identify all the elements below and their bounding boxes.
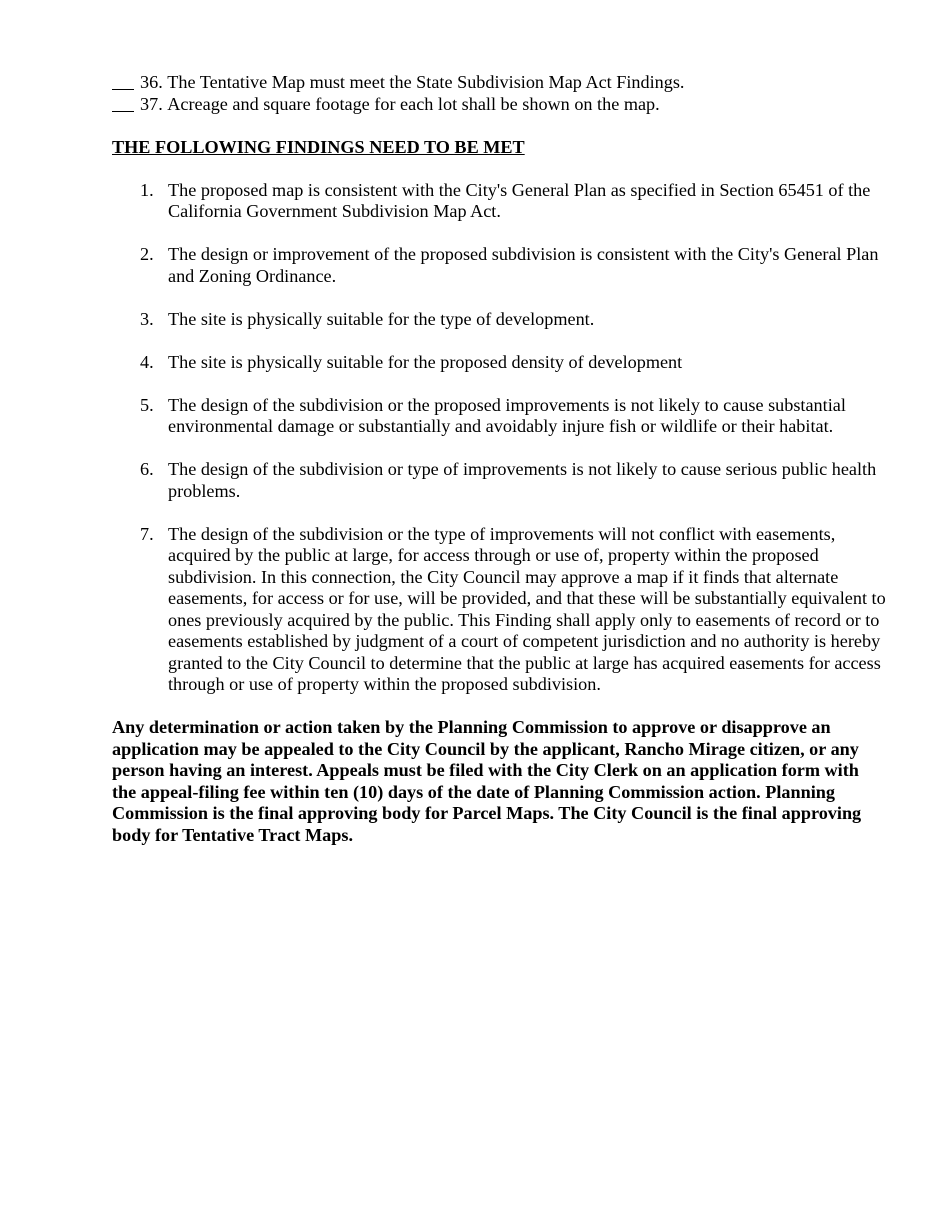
finding-number: 1. [140, 179, 154, 200]
finding-item [112, 459, 902, 502]
finding-number: 6. [140, 459, 154, 479]
checklist-number: 37. [140, 93, 163, 114]
finding-item [112, 352, 902, 374]
checklist-item-36 [112, 72, 902, 94]
finding-number: 7. [140, 523, 154, 544]
finding-text: The site is physically suitable for the proposed density of development [168, 351, 683, 372]
finding-text: The design or improvement of the proposed subdivision is consistent with the City's General Plan and Zoning Ordinance. [168, 244, 879, 286]
checklist-text: The Tentative Map must meet the State Subdivision Map Act Findings. [167, 72, 685, 92]
document-page [112, 72, 902, 846]
finding-item [112, 180, 902, 223]
checklist [112, 72, 902, 115]
finding-number: 2. [140, 244, 154, 264]
finding-item [112, 309, 902, 331]
finding-number: 3. [140, 308, 154, 329]
appeal-notice: Any determination or action taken by the Planning Commission to approve or disapprove an application may be appealed to the City Council by the applicant, Rancho Mirage citizen, or any person having an interest. Appeals must be filed with the City Clerk on an application form with the appeal-filing fee within ten (10) days of the date of Planning Commission action. Planning Commission is the final approving body for Parcel Maps. The City Council is the final approving body for Tentative Tract Maps. [112, 717, 862, 845]
finding-text: The design of the subdivision or the type of improvements will not conflict with easements, acquired by the public at large, for access through or use of, property within the proposed subdivision. In this connection, the City Council may approve a map if it finds that alternate easements, for access or for use, will be provided, and that these will be substantially equivalent to ones previously acquired by the public. This Finding shall apply only to easements of record or to easements established by judgment of a court of competent jurisdiction and no authority is hereby granted to the City Council to determine that the public at large has acquired easements for access through or use of property within the proposed subdivision. [168, 523, 886, 694]
checklist-item-37 [112, 94, 902, 116]
finding-item [112, 244, 902, 287]
checkbox-blank-line[interactable] [112, 97, 134, 112]
finding-number: 5. [140, 394, 154, 415]
finding-text: The design of the subdivision or type of improvements is not likely to cause serious public health problems. [168, 459, 877, 501]
finding-text: The site is physically suitable for the type of development. [168, 308, 595, 329]
finding-text: The proposed map is consistent with the City's General Plan as specified in Section 65451 of the California Government Subdivision Map Act. [168, 179, 871, 221]
finding-text: The design of the subdivision or the proposed improvements is not likely to cause substantial environmental damage or substantially and avoidably injure fish or wildlife or their habitat. [168, 394, 846, 436]
findings-list [112, 180, 902, 696]
finding-number: 4. [140, 351, 154, 372]
finding-item [112, 395, 902, 438]
checkbox-blank-line[interactable] [112, 75, 134, 90]
checklist-text: Acreage and square footage for each lot shall be shown on the map. [167, 93, 660, 114]
finding-item [112, 524, 902, 696]
findings-heading: THE FOLLOWING FINDINGS NEED TO BE MET [112, 137, 525, 157]
checklist-number: 36. [140, 72, 163, 92]
